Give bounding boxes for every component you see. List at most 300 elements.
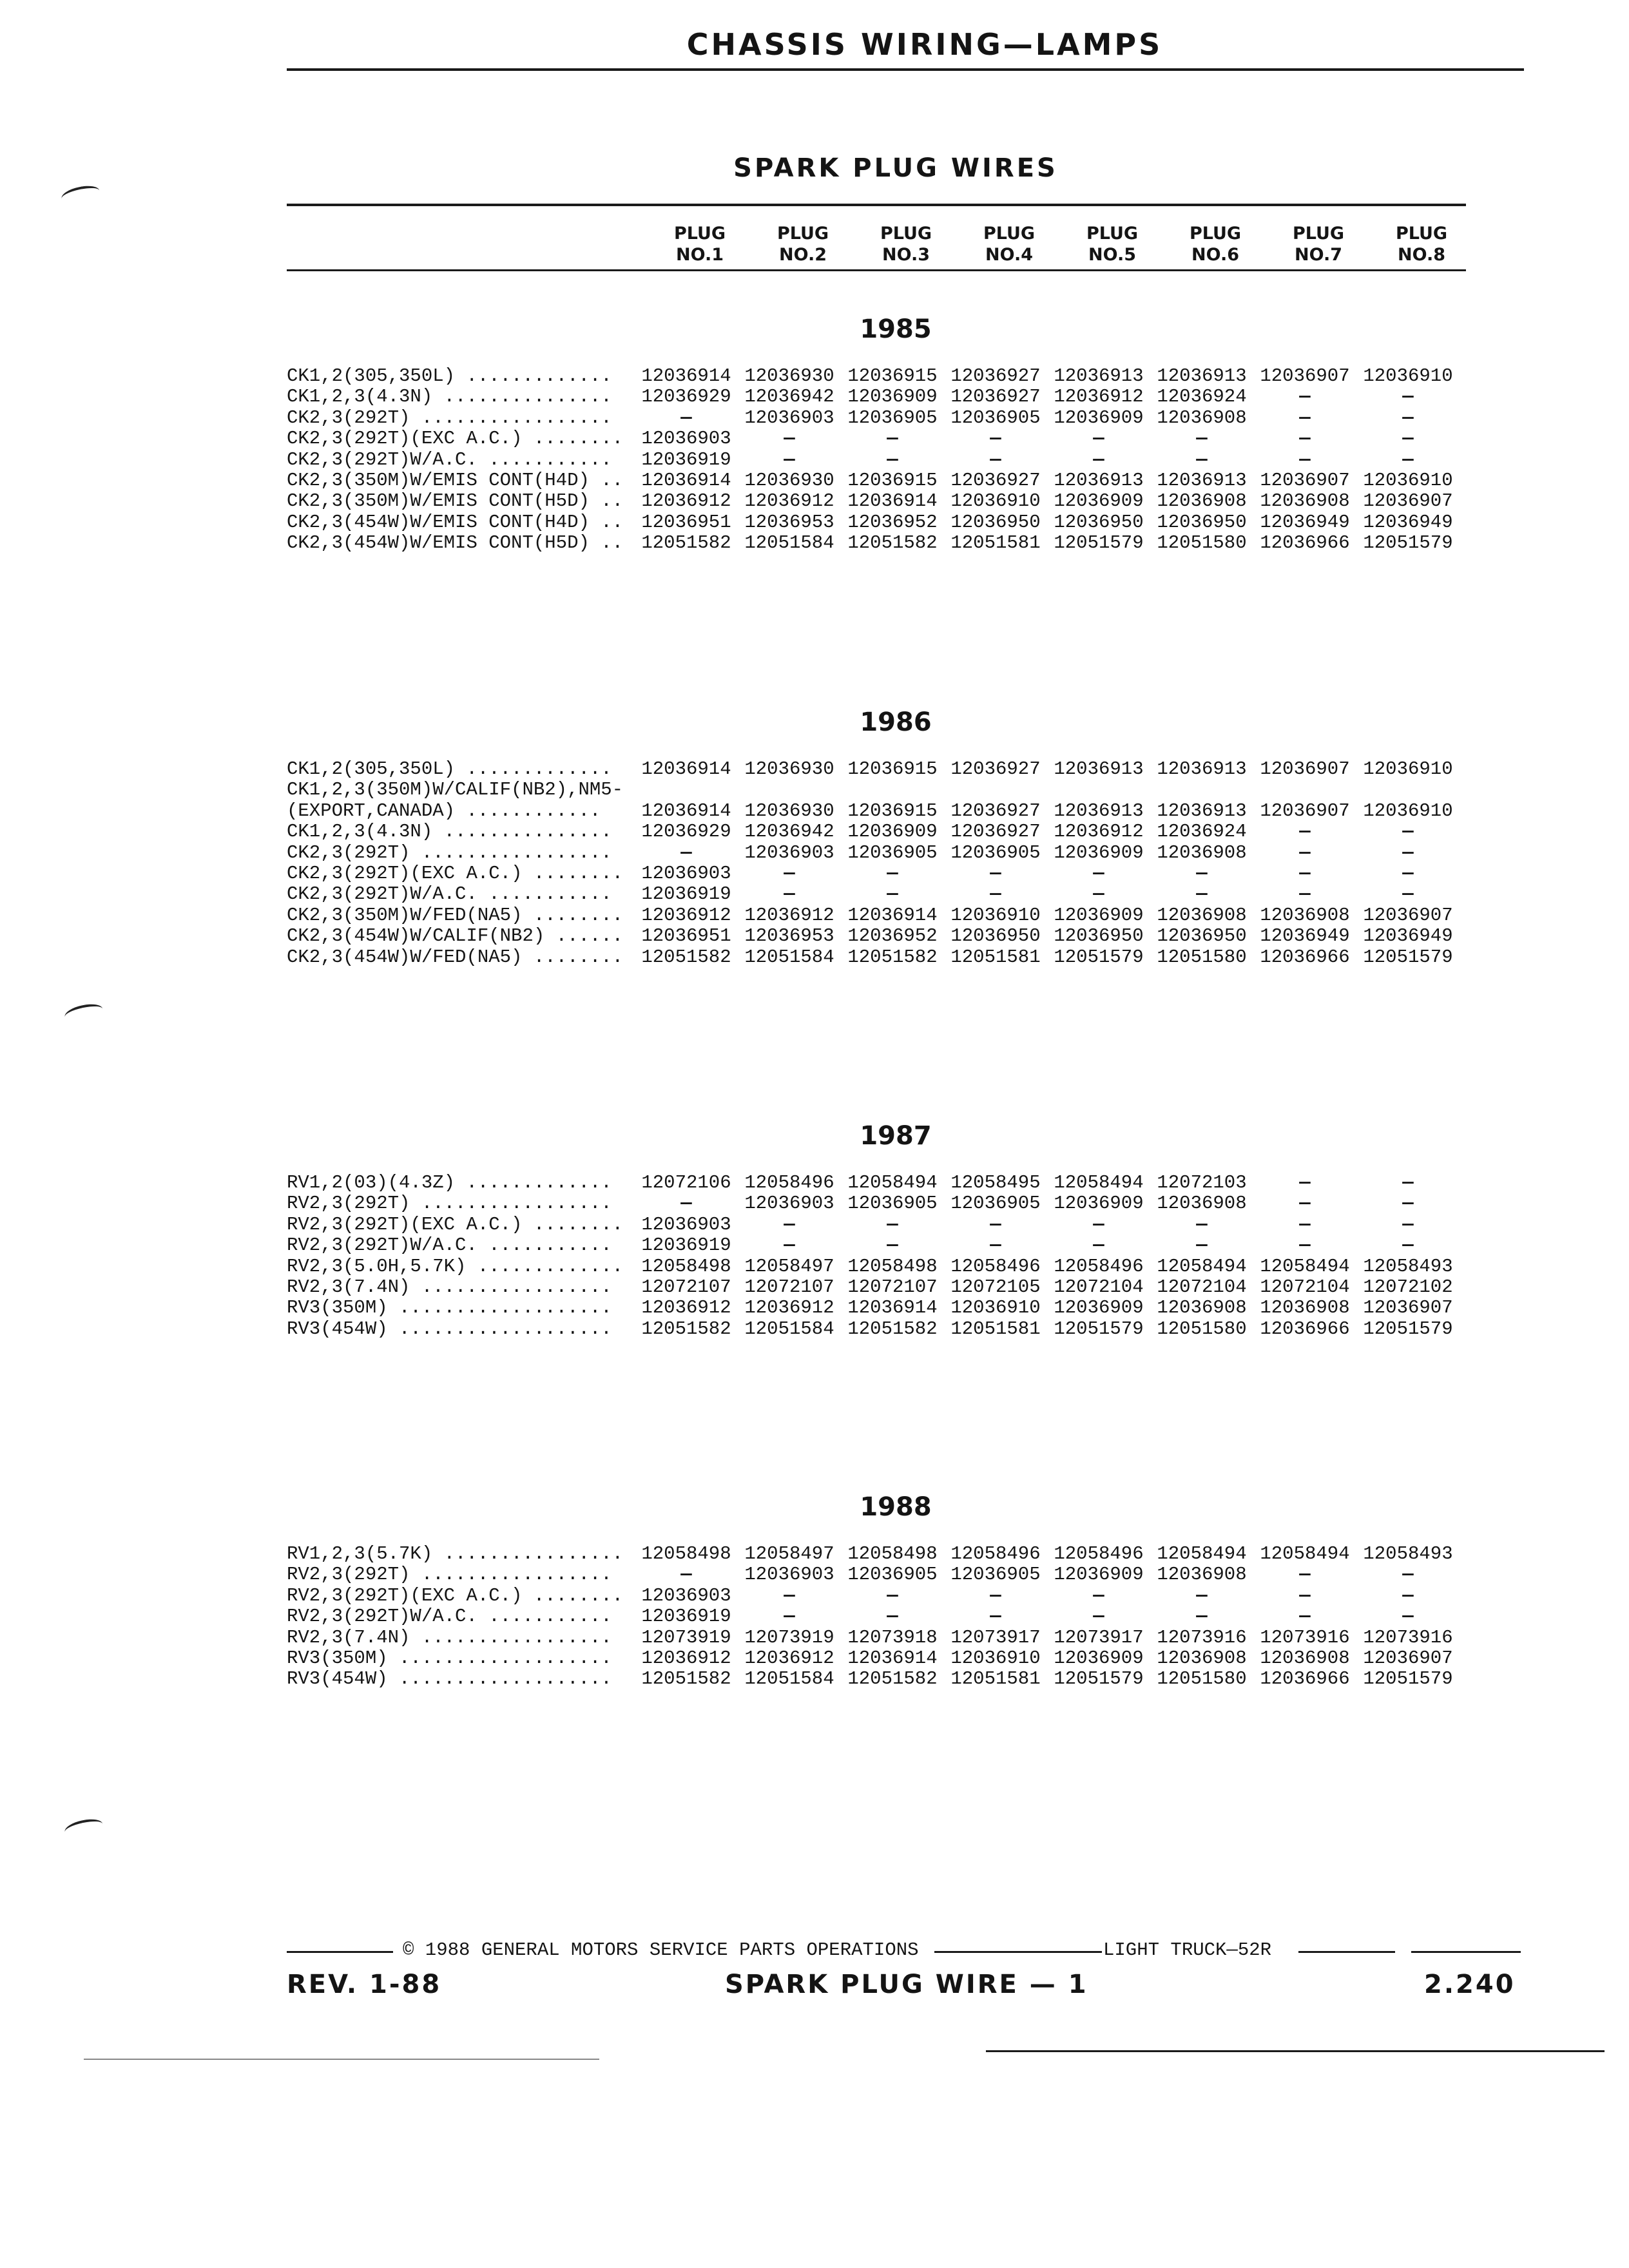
part-number-cell: 12051582 <box>847 532 938 554</box>
part-number-cell: 12072105 <box>950 1276 1041 1298</box>
part-number-cell: — <box>784 1606 795 1628</box>
part-number-cell: — <box>1299 448 1311 470</box>
model-label: CK2,3(454W)W/EMIS CONT(H5D) .. <box>287 532 624 554</box>
part-number-cell: — <box>990 863 1001 884</box>
part-number-cell: — <box>1093 1606 1104 1628</box>
part-number-cell: 12036908 <box>1157 1297 1247 1319</box>
model-label: RV2,3(7.4N) ................. <box>287 1626 612 1648</box>
part-number-cell: — <box>1299 883 1311 905</box>
part-number-cell: 12036908 <box>1260 904 1350 926</box>
model-label: CK1,2,3(4.3N) ............... <box>287 386 612 408</box>
model-label: RV1,2(03)(4.3Z) ............. <box>287 1172 612 1193</box>
part-number-cell: 12051581 <box>950 1668 1041 1690</box>
part-number-cell: — <box>1093 863 1104 884</box>
part-number-cell: 12036913 <box>1157 800 1247 822</box>
column-header-plug-6: PLUG NO.6 <box>1189 224 1242 265</box>
part-number-cell: — <box>1196 428 1208 450</box>
part-number-cell: 12036930 <box>744 365 834 387</box>
part-number-cell: 12036927 <box>950 470 1041 491</box>
part-number-cell: 12036903 <box>744 407 834 428</box>
part-number-cell: 12036914 <box>847 904 938 926</box>
part-number-cell: — <box>1196 448 1208 470</box>
part-number-cell: 12072107 <box>641 1276 731 1298</box>
part-number-cell: — <box>680 407 692 428</box>
part-number-cell: — <box>887 883 898 905</box>
part-number-cell: — <box>680 1564 692 1586</box>
part-number-cell: 12051584 <box>744 946 834 968</box>
part-number-cell: 12036951 <box>641 925 731 947</box>
part-number-cell: 12036929 <box>641 386 731 408</box>
part-number-cell: 12036905 <box>950 1564 1041 1586</box>
part-number-cell: 12036950 <box>1054 511 1144 533</box>
part-number-cell: — <box>1402 1172 1414 1193</box>
part-number-cell: 12051582 <box>641 1318 731 1340</box>
part-number-cell: — <box>887 1235 898 1256</box>
page-title: CHASSIS WIRING—LAMPS <box>686 27 1163 62</box>
part-number-cell: — <box>1196 883 1208 905</box>
part-number-cell: 12051579 <box>1054 946 1144 968</box>
part-number-cell: 12058494 <box>1157 1255 1247 1277</box>
part-number-cell: — <box>1299 821 1311 843</box>
part-number-cell: 12036919 <box>641 1235 731 1256</box>
part-number-cell: — <box>1402 1584 1414 1606</box>
book-label: LIGHT TRUCK—52R <box>1103 1939 1272 1961</box>
part-number-cell: — <box>990 428 1001 450</box>
binder-mark <box>63 1816 104 1840</box>
part-number-cell: 12036909 <box>1054 904 1144 926</box>
part-number-cell: — <box>1299 1213 1311 1235</box>
footer-page-title: SPARK PLUG WIRE — 1 <box>725 1970 1088 1999</box>
part-number-cell: 12036907 <box>1260 758 1350 780</box>
part-number-cell: 12051582 <box>847 946 938 968</box>
part-number-cell: 12036914 <box>641 470 731 491</box>
part-number-cell: — <box>1402 1213 1414 1235</box>
model-label: RV3(454W) ................... <box>287 1318 612 1340</box>
part-number-cell: 12036909 <box>1054 1193 1144 1215</box>
part-number-cell: 12036913 <box>1054 365 1144 387</box>
binder-mark <box>63 1001 104 1024</box>
part-number-cell: — <box>1299 863 1311 884</box>
part-number-cell: 12036908 <box>1157 1564 1247 1586</box>
part-number-cell: 12036907 <box>1363 904 1453 926</box>
part-number-cell: — <box>784 448 795 470</box>
part-number-cell: 12036908 <box>1157 904 1247 926</box>
part-number-cell: 12036914 <box>641 758 731 780</box>
part-number-cell: 12036905 <box>950 407 1041 428</box>
part-number-cell: 12036927 <box>950 386 1041 408</box>
part-number-cell: 12036907 <box>1260 800 1350 822</box>
column-header-plug-4: PLUG NO.4 <box>983 224 1036 265</box>
part-number-cell: 12072103 <box>1157 1172 1247 1193</box>
part-number-cell: 12036915 <box>847 470 938 491</box>
part-number-cell: 12036905 <box>847 841 938 863</box>
part-number-cell: — <box>1093 448 1104 470</box>
part-number-cell: 12058496 <box>950 1543 1041 1564</box>
part-number-cell: 12051584 <box>744 532 834 554</box>
part-number-cell: 12036951 <box>641 511 731 533</box>
model-label: CK2,3(292T)W/A.C. ........... <box>287 448 612 470</box>
part-number-cell: 12051580 <box>1157 1668 1247 1690</box>
model-label: CK2,3(292T) ................. <box>287 407 612 428</box>
part-number-cell: 12036950 <box>950 511 1041 533</box>
part-number-cell: — <box>1402 863 1414 884</box>
part-number-cell: 12036950 <box>1054 925 1144 947</box>
part-number-cell: — <box>680 1193 692 1215</box>
header-bottom-rule <box>287 269 1466 271</box>
part-number-cell: 12036905 <box>950 1193 1041 1215</box>
part-number-cell: — <box>990 1213 1001 1235</box>
model-label: CK2,3(292T)(EXC A.C.) ........ <box>287 428 624 450</box>
part-number-cell: 12036912 <box>1054 386 1144 408</box>
part-number-cell: — <box>1093 1235 1104 1256</box>
part-number-cell: — <box>1299 1606 1311 1628</box>
part-number-cell: — <box>1299 1193 1311 1215</box>
part-number-cell: 12036909 <box>847 386 938 408</box>
page-number: 2.240 <box>1424 1970 1516 1999</box>
part-number-cell: 12058495 <box>950 1172 1041 1193</box>
model-label: CK2,3(350M)W/EMIS CONT(H5D) .. <box>287 490 624 512</box>
part-number-cell: 12036908 <box>1157 407 1247 428</box>
model-label: CK2,3(292T)(EXC A.C.) ........ <box>287 863 624 884</box>
model-label: RV2,3(5.0H,5.7K) ............. <box>287 1255 624 1277</box>
part-number-cell: 12036953 <box>744 925 834 947</box>
part-number-cell: 12051582 <box>847 1318 938 1340</box>
part-number-cell: 12036927 <box>950 800 1041 822</box>
part-number-cell: — <box>887 1213 898 1235</box>
footer-rule-right <box>1298 1951 1395 1953</box>
part-number-cell: 12036930 <box>744 758 834 780</box>
part-number-cell: 12036909 <box>1054 490 1144 512</box>
part-number-cell: 12058494 <box>1157 1543 1247 1564</box>
part-number-cell: — <box>990 448 1001 470</box>
part-number-cell: 12036913 <box>1054 758 1144 780</box>
part-number-cell: — <box>887 863 898 884</box>
part-number-cell: 12036915 <box>847 800 938 822</box>
part-number-cell: 12036924 <box>1157 386 1247 408</box>
part-number-cell: 12036910 <box>950 490 1041 512</box>
part-number-cell: 12058494 <box>1054 1172 1144 1193</box>
part-number-cell: 12036915 <box>847 758 938 780</box>
column-header-plug-3: PLUG NO.3 <box>880 224 932 265</box>
part-number-cell: 12072104 <box>1260 1276 1350 1298</box>
part-number-cell: 12036950 <box>1157 925 1247 947</box>
part-number-cell: 12036903 <box>641 428 731 450</box>
part-number-cell: 12058494 <box>1260 1543 1350 1564</box>
part-number-cell: — <box>1093 428 1104 450</box>
part-number-cell: 12036909 <box>1054 407 1144 428</box>
model-label: CK2,3(350M)W/FED(NA5) ........ <box>287 904 624 926</box>
part-number-cell: — <box>1299 407 1311 428</box>
part-number-cell: — <box>990 883 1001 905</box>
part-number-cell: 12058496 <box>744 1172 834 1193</box>
part-number-cell: 12036914 <box>847 1297 938 1319</box>
revision-label: REV. 1-88 <box>287 1970 442 1999</box>
part-number-cell: 12036908 <box>1157 1648 1247 1669</box>
part-number-cell: — <box>887 428 898 450</box>
part-number-cell: 12036913 <box>1054 470 1144 491</box>
part-number-cell: 12036912 <box>744 1297 834 1319</box>
part-number-cell: — <box>1196 1584 1208 1606</box>
part-number-cell: 12036912 <box>641 904 731 926</box>
part-number-cell: — <box>1299 1235 1311 1256</box>
part-number-cell: — <box>1402 1564 1414 1586</box>
part-number-cell: 12051581 <box>950 532 1041 554</box>
part-number-cell: 12058496 <box>950 1255 1041 1277</box>
part-number-cell: 12036952 <box>847 511 938 533</box>
model-label: RV3(350M) ................... <box>287 1297 612 1319</box>
part-number-cell: 12036907 <box>1363 1648 1453 1669</box>
part-number-cell: — <box>1402 407 1414 428</box>
part-number-cell: 12036919 <box>641 448 731 470</box>
part-number-cell: 12051584 <box>744 1668 834 1690</box>
part-number-cell: 12051579 <box>1054 1318 1144 1340</box>
part-number-cell: — <box>784 1235 795 1256</box>
model-label: RV2,3(292T)W/A.C. ........... <box>287 1235 612 1256</box>
part-number-cell: 12073916 <box>1363 1626 1453 1648</box>
bottom-rule-right <box>986 2050 1605 2052</box>
part-number-cell: 12036914 <box>641 365 731 387</box>
part-number-cell: — <box>1299 386 1311 408</box>
part-number-cell: 12036912 <box>641 490 731 512</box>
part-number-cell: — <box>1196 1606 1208 1628</box>
model-label: CK2,3(454W)W/CALIF(NB2) ...... <box>287 925 624 947</box>
part-number-cell: 12072104 <box>1054 1276 1144 1298</box>
part-number-cell: — <box>990 1606 1001 1628</box>
footer-rule-end <box>1411 1951 1521 1953</box>
part-number-cell: — <box>887 1584 898 1606</box>
part-number-cell: 12036966 <box>1260 532 1350 554</box>
part-number-cell: 12051582 <box>641 532 731 554</box>
part-number-cell: 12051582 <box>641 1668 731 1690</box>
part-number-cell: 12058494 <box>1260 1255 1350 1277</box>
model-label: CK2,3(292T)W/A.C. ........... <box>287 883 612 905</box>
model-label: RV1,2,3(5.7K) ................ <box>287 1543 624 1564</box>
part-number-cell: 12058498 <box>847 1543 938 1564</box>
part-number-cell: — <box>1402 841 1414 863</box>
part-number-cell: 12036919 <box>641 883 731 905</box>
part-number-cell: 12036950 <box>1157 511 1247 533</box>
part-number-cell: 12036905 <box>950 841 1041 863</box>
section-title: SPARK PLUG WIRES <box>733 153 1058 183</box>
part-number-cell: 12036949 <box>1363 511 1453 533</box>
part-number-cell: — <box>1402 428 1414 450</box>
part-number-cell: 12072104 <box>1157 1276 1247 1298</box>
part-number-cell: 12051580 <box>1157 946 1247 968</box>
part-number-cell: 12051584 <box>744 1318 834 1340</box>
year-heading: 1987 <box>860 1121 932 1151</box>
part-number-cell: — <box>1402 1606 1414 1628</box>
part-number-cell: 12036907 <box>1363 1297 1453 1319</box>
part-number-cell: 12073917 <box>1054 1626 1144 1648</box>
part-number-cell: 12051579 <box>1363 532 1453 554</box>
part-number-cell: 12036953 <box>744 511 834 533</box>
bottom-rule-left <box>84 2059 599 2060</box>
part-number-cell: 12058496 <box>1054 1543 1144 1564</box>
part-number-cell: 12036966 <box>1260 1318 1350 1340</box>
column-header-plug-7: PLUG NO.7 <box>1292 224 1345 265</box>
part-number-cell: 12036903 <box>744 841 834 863</box>
part-number-cell: 12073916 <box>1157 1626 1247 1648</box>
part-number-cell: 12051579 <box>1363 1668 1453 1690</box>
year-heading: 1988 <box>860 1492 932 1522</box>
part-number-cell: 12036914 <box>847 1648 938 1669</box>
year-heading: 1985 <box>860 314 932 344</box>
part-number-cell: 12058498 <box>847 1255 938 1277</box>
part-number-cell: 12073917 <box>950 1626 1041 1648</box>
header-rule <box>287 68 1524 71</box>
part-number-cell: 12036912 <box>641 1297 731 1319</box>
part-number-cell: — <box>784 428 795 450</box>
model-label: CK1,2(305,350L) ............. <box>287 365 612 387</box>
part-number-cell: 12051582 <box>847 1668 938 1690</box>
part-number-cell: 12036905 <box>847 1193 938 1215</box>
part-number-cell: 12051580 <box>1157 1318 1247 1340</box>
part-number-cell: 12036908 <box>1157 490 1247 512</box>
part-number-cell: 12072102 <box>1363 1276 1453 1298</box>
part-number-cell: 12036950 <box>950 925 1041 947</box>
part-number-cell: 12036908 <box>1260 1297 1350 1319</box>
part-number-cell: 12036910 <box>1363 800 1453 822</box>
part-number-cell: 12036927 <box>950 365 1041 387</box>
part-number-cell: 12036909 <box>847 821 938 843</box>
column-header-plug-1: PLUG NO.1 <box>673 224 726 265</box>
part-number-cell: 12051580 <box>1157 532 1247 554</box>
part-number-cell: 12036910 <box>950 904 1041 926</box>
column-header-plug-8: PLUG NO.8 <box>1395 224 1448 265</box>
part-number-cell: 12058493 <box>1363 1543 1453 1564</box>
part-number-cell: — <box>1196 1213 1208 1235</box>
part-number-cell: — <box>1093 1213 1104 1235</box>
model-label: RV2,3(292T)(EXC A.C.) ........ <box>287 1213 624 1235</box>
part-number-cell: 12036903 <box>641 1213 731 1235</box>
part-number-cell: 12036914 <box>641 800 731 822</box>
part-number-cell: 12036913 <box>1157 365 1247 387</box>
part-number-cell: 12036903 <box>744 1564 834 1586</box>
part-number-cell: 12073916 <box>1260 1626 1350 1648</box>
part-number-cell: — <box>1299 1584 1311 1606</box>
model-label: RV3(454W) ................... <box>287 1668 612 1690</box>
part-number-cell: — <box>1196 1235 1208 1256</box>
part-number-cell: — <box>784 1213 795 1235</box>
part-number-cell: 12036907 <box>1363 490 1453 512</box>
part-number-cell: 12058493 <box>1363 1255 1453 1277</box>
part-number-cell: 12072106 <box>641 1172 731 1193</box>
part-number-cell: 12036908 <box>1260 490 1350 512</box>
model-label: RV3(350M) ................... <box>287 1648 612 1669</box>
part-number-cell: 12036910 <box>1363 365 1453 387</box>
part-number-cell: 12036912 <box>744 904 834 926</box>
model-label: (EXPORT,CANADA) ............ <box>287 800 601 822</box>
model-label: CK1,2,3(4.3N) ............... <box>287 821 612 843</box>
part-number-cell: 12036927 <box>950 821 1041 843</box>
footer-copyright-line <box>287 1939 919 1961</box>
part-number-cell: 12036909 <box>1054 1564 1144 1586</box>
column-header-plug-5: PLUG NO.5 <box>1086 224 1139 265</box>
part-number-cell: 12058498 <box>641 1255 731 1277</box>
model-label: RV2,3(292T)W/A.C. ........... <box>287 1606 612 1628</box>
year-heading: 1986 <box>860 707 932 737</box>
model-label: CK1,2(305,350L) ............. <box>287 758 612 780</box>
part-number-cell: — <box>1402 821 1414 843</box>
part-number-cell: 12036949 <box>1260 925 1350 947</box>
part-number-cell: 12036910 <box>950 1648 1041 1669</box>
part-number-cell: — <box>990 1584 1001 1606</box>
part-number-cell: 12036966 <box>1260 1668 1350 1690</box>
part-number-cell: — <box>1402 386 1414 408</box>
part-number-cell: 12036912 <box>641 1648 731 1669</box>
part-number-cell: 12073919 <box>641 1626 731 1648</box>
part-number-cell: 12058497 <box>744 1255 834 1277</box>
model-label: CK2,3(350M)W/EMIS CONT(H4D) .. <box>287 470 624 491</box>
part-number-cell: 12036914 <box>847 490 938 512</box>
part-number-cell: 12036919 <box>641 1606 731 1628</box>
part-number-cell: 12072107 <box>744 1276 834 1298</box>
part-number-cell: 12036912 <box>744 1648 834 1669</box>
part-number-cell: 12036910 <box>950 1297 1041 1319</box>
part-number-cell: — <box>784 883 795 905</box>
model-label: CK2,3(454W)W/EMIS CONT(H4D) .. <box>287 511 624 533</box>
part-number-cell: 12036903 <box>641 1584 731 1606</box>
part-number-cell: 12036930 <box>744 800 834 822</box>
part-number-cell: 12058496 <box>1054 1255 1144 1277</box>
part-number-cell: 12051579 <box>1363 1318 1453 1340</box>
model-label: RV2,3(292T) ................. <box>287 1564 612 1586</box>
model-label: CK2,3(292T) ................. <box>287 841 612 863</box>
part-number-cell: 12036952 <box>847 925 938 947</box>
part-number-cell: 12072107 <box>847 1276 938 1298</box>
part-number-cell: 12036909 <box>1054 1648 1144 1669</box>
part-number-cell: — <box>784 863 795 884</box>
part-number-cell: — <box>1402 1193 1414 1215</box>
table-top-rule <box>287 204 1466 206</box>
part-number-cell: — <box>1299 428 1311 450</box>
part-number-cell: — <box>1402 448 1414 470</box>
part-number-cell: — <box>1299 1172 1311 1193</box>
part-number-cell: 12051579 <box>1054 532 1144 554</box>
part-number-cell: 12036915 <box>847 365 938 387</box>
part-number-cell: 12073918 <box>847 1626 938 1648</box>
part-number-cell: 12036907 <box>1260 365 1350 387</box>
part-number-cell: 12036903 <box>744 1193 834 1215</box>
part-number-cell: 12036910 <box>1363 758 1453 780</box>
footer-rule-mid <box>934 1951 1102 1953</box>
part-number-cell: — <box>887 448 898 470</box>
part-number-cell: 12036942 <box>744 386 834 408</box>
part-number-cell: 12036949 <box>1260 511 1350 533</box>
model-label: RV2,3(292T) ................. <box>287 1193 612 1215</box>
part-number-cell: — <box>1299 1564 1311 1586</box>
part-number-cell: 12036924 <box>1157 821 1247 843</box>
part-number-cell: 12036913 <box>1157 470 1247 491</box>
part-number-cell: 12036908 <box>1157 841 1247 863</box>
part-number-cell: 12036913 <box>1054 800 1144 822</box>
copyright-text: © 1988 GENERAL MOTORS SERVICE PARTS OPERATIONS <box>403 1939 919 1961</box>
part-number-cell: 12036929 <box>641 821 731 843</box>
part-number-cell: 12036908 <box>1157 1193 1247 1215</box>
part-number-cell: 12036912 <box>1054 821 1144 843</box>
column-header-plug-2: PLUG NO.2 <box>776 224 829 265</box>
part-number-cell: — <box>1299 841 1311 863</box>
part-number-cell: 12036927 <box>950 758 1041 780</box>
part-number-cell: 12036905 <box>847 1564 938 1586</box>
part-number-cell: 12073919 <box>744 1626 834 1648</box>
part-number-cell: 12036966 <box>1260 946 1350 968</box>
model-label: RV2,3(7.4N) ................. <box>287 1276 612 1298</box>
part-number-cell: 12036942 <box>744 821 834 843</box>
part-number-cell: — <box>1196 863 1208 884</box>
part-number-cell: — <box>1402 1235 1414 1256</box>
part-number-cell: 12036930 <box>744 470 834 491</box>
